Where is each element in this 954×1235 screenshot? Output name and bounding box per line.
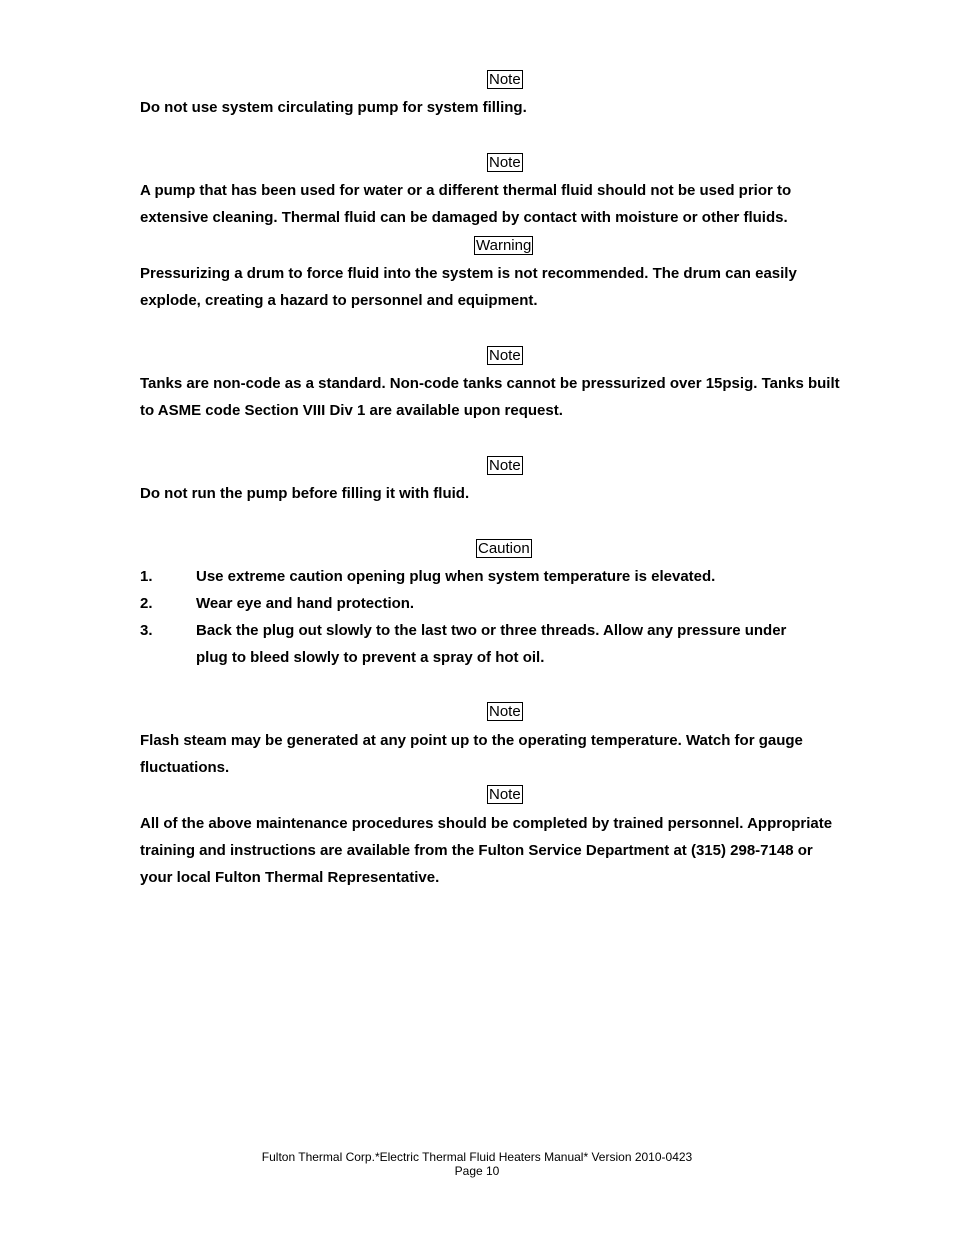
note-label: Note [489, 71, 521, 88]
text-line: your local Fulton Thermal Representative. [140, 869, 440, 886]
page-footer [0, 1150, 954, 1178]
text-line: Tanks are non-code as a standard. Non-code tanks cannot be pressurized over 15psig. Tanks built [140, 375, 840, 392]
note-label: Note [489, 786, 521, 803]
text-line: All of the above maintenance procedures should be completed by trained personnel. Appropriate [140, 815, 833, 832]
text-line: Back the plug out slowly to the last two or three threads. Allow any pressure under [196, 622, 787, 639]
text-line: explode, creating a hazard to personnel and equipment. [140, 292, 538, 309]
note-paragraph [140, 480, 875, 507]
list-item [196, 563, 836, 590]
note-label: Note [489, 347, 521, 364]
text-line: Do not use system circulating pump for system filling. [140, 99, 527, 116]
text-line: Do not run the pump before filling it with fluid. [140, 485, 470, 502]
note-paragraph [140, 727, 875, 781]
list-number: 1. [140, 568, 153, 585]
caution-label: Caution [478, 540, 530, 557]
text-line: extensive cleaning. Thermal fluid can be damaged by contact with moisture or other fluids. [140, 209, 788, 226]
warning-label: Warning [476, 237, 532, 254]
note-paragraph [140, 94, 875, 121]
list-number: 3. [140, 622, 153, 639]
warning-paragraph [140, 260, 875, 314]
page-number: Page 10 [454, 1164, 500, 1178]
list-item [196, 617, 836, 671]
note-paragraph [140, 370, 875, 424]
text-line: to ASME code Section VIII Div 1 are available upon request. [140, 402, 563, 419]
text-line: fluctuations. [140, 759, 230, 776]
list-number: 2. [140, 595, 153, 612]
footer-title: Fulton Thermal Corp.*Electric Thermal Fluid Heaters Manual* Version 2010-0423 [261, 1150, 693, 1164]
note-paragraph [140, 810, 875, 891]
text-line: A pump that has been used for water or a different thermal fluid should not be used prior to [140, 182, 792, 199]
note-label: Note [489, 457, 521, 474]
text-line: training and instructions are available from the Fulton Service Department at (315) 298-7148 or [140, 842, 813, 859]
note-paragraph [140, 177, 875, 231]
text-line: plug to bleed slowly to prevent a spray of hot oil. [196, 649, 545, 666]
note-label: Note [489, 703, 521, 720]
text-line: Use extreme caution opening plug when system temperature is elevated. [196, 568, 716, 585]
note-label: Note [489, 154, 521, 171]
text-line: Flash steam may be generated at any point up to the operating temperature. Watch for gauge [140, 732, 803, 749]
text-line: Pressurizing a drum to force fluid into the system is not recommended. The drum can easily [140, 265, 797, 282]
text-line: Wear eye and hand protection. [196, 595, 415, 612]
list-item [196, 590, 836, 617]
